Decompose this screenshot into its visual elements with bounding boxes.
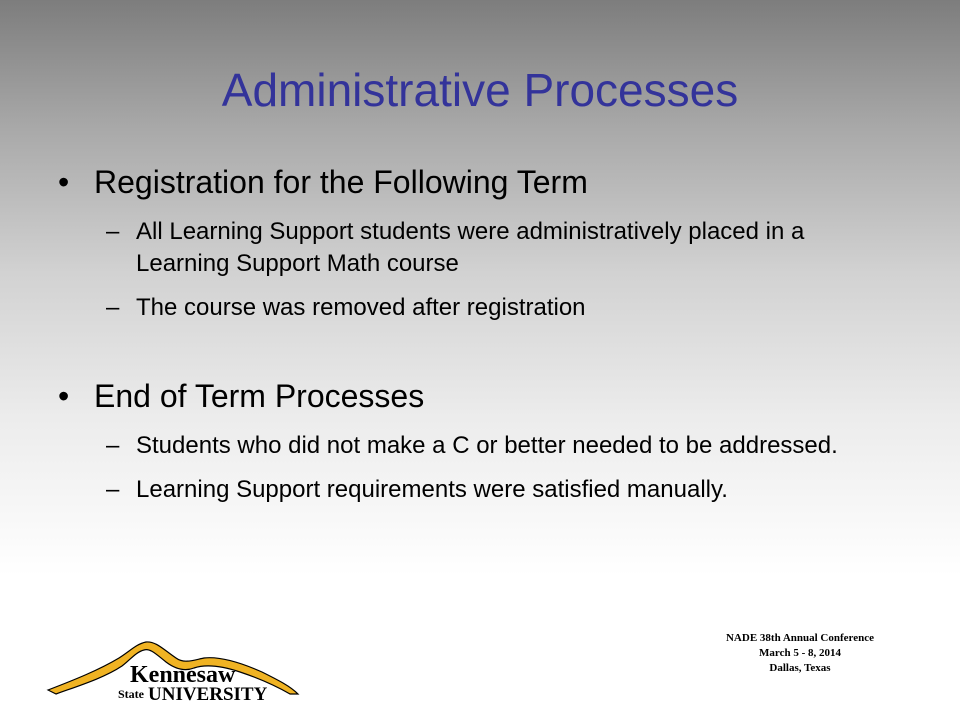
sub-item	[106, 474, 878, 506]
dash-marker: –	[106, 218, 120, 245]
conference-dates: March 5 - 8, 2014	[759, 647, 841, 659]
conference-info	[690, 631, 910, 676]
sub-item-text: All Learning Support students were administratively placed in a Learning Support Math course	[136, 218, 805, 277]
slide-title: Administrative Processes	[221, 64, 739, 116]
sub-item-text: Learning Support requirements were satisfied manually.	[136, 476, 728, 503]
dash-marker: –	[106, 476, 120, 503]
logo-word-state: State	[118, 687, 144, 701]
dash-marker: –	[106, 432, 120, 459]
sub-item-text: Students who did not make a C or better needed to be addressed.	[136, 432, 838, 459]
dash-marker: –	[106, 294, 120, 321]
conference-name: NADE 38th Annual Conference	[725, 632, 874, 644]
bullet-heading: Registration for the Following Term	[94, 164, 588, 200]
sub-item-text: The course was removed after registration	[136, 294, 586, 321]
sub-item	[106, 216, 878, 280]
bullet-marker: •	[58, 378, 70, 414]
slide-content	[58, 160, 878, 506]
bullet-end-of-term	[58, 374, 878, 418]
bullet-heading: End of Term Processes	[94, 378, 425, 414]
logo-word-kennesaw: Kennesaw	[130, 662, 236, 688]
conference-location: Dallas, Texas	[769, 662, 831, 674]
sub-item	[106, 292, 878, 324]
bullet-marker: •	[58, 164, 70, 200]
bullet-registration	[58, 160, 878, 204]
sub-item	[106, 430, 878, 462]
section-gap	[58, 324, 878, 374]
logo-word-university: UNIVERSITY	[148, 684, 268, 704]
kennesaw-state-logo	[44, 634, 306, 704]
